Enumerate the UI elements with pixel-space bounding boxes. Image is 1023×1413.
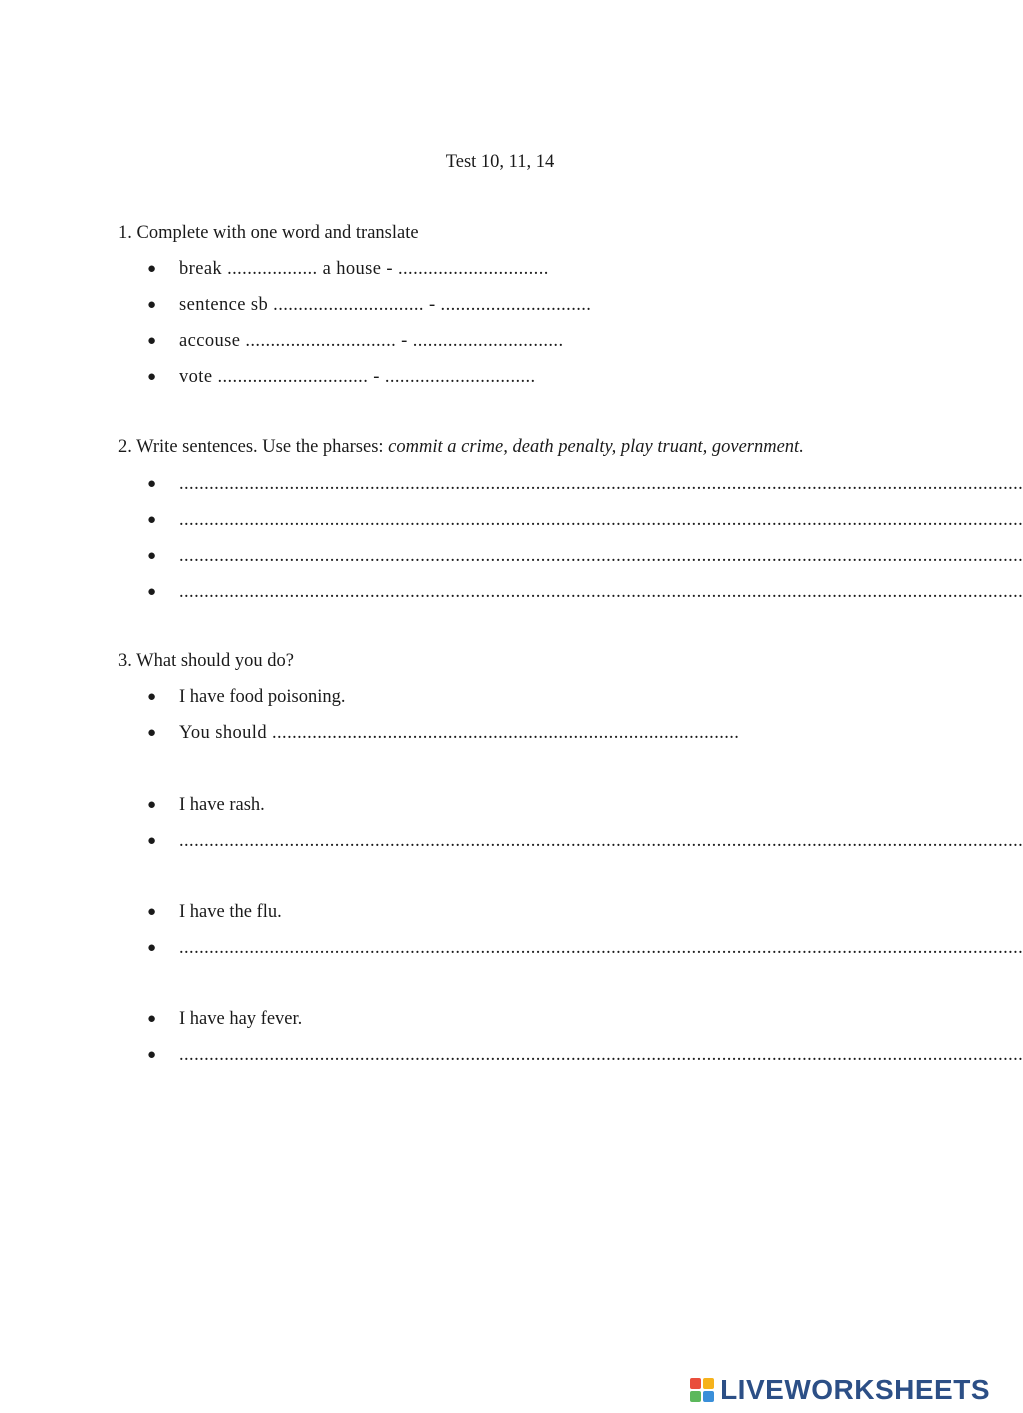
q3-problem (147, 902, 282, 923)
q2-answer-line (147, 510, 1023, 531)
q1-item (147, 331, 563, 352)
q2-answer-blank[interactable]: ........................................................................................................................................................................ (179, 510, 1023, 530)
q3-answer-blank[interactable]: You should ............................................................................................. (179, 723, 740, 743)
q1-item-text[interactable]: break .................. a house - .............................. (179, 259, 549, 279)
logo-square-icon (703, 1378, 714, 1389)
q1-item (147, 259, 549, 280)
q2-heading (118, 437, 804, 458)
bullet-icon: ● (147, 797, 157, 813)
q2-answer-line (147, 474, 1023, 495)
bullet-icon: ● (147, 369, 157, 385)
q3-problem (147, 1009, 302, 1030)
q2-answer-line (147, 582, 1023, 603)
logo-text: LIVEWORKSHEETS (720, 1374, 990, 1405)
q2-answer-line (147, 546, 1023, 567)
logo-square-icon (690, 1378, 701, 1389)
q2-answer-blank[interactable]: ........................................................................................................................................................................ (179, 474, 1023, 494)
bullet-icon: ● (147, 904, 157, 920)
q3-answer (147, 1045, 1023, 1066)
q3-problem-text: I have hay fever. (179, 1009, 303, 1029)
q2-heading-text: 2. Write sentences. Use the pharses: (118, 437, 389, 457)
page-title: Test 10, 11, 14 (445, 152, 555, 172)
q2-answer-blank[interactable]: ........................................................................................................................................................................ (179, 582, 1023, 602)
bullet-icon: ● (147, 689, 157, 705)
q3-answer-blank[interactable]: ........................................................................................................................................................................ (179, 938, 1023, 958)
q1-heading: 1. Complete with one word and translate (118, 223, 419, 243)
q1-item-text[interactable]: vote .............................. - .............................. (179, 367, 536, 387)
bullet-icon: ● (147, 512, 157, 528)
liveworksheets-logo-icon (690, 1378, 714, 1402)
bullet-icon: ● (147, 261, 157, 277)
q1-item-text[interactable]: accouse .............................. - .............................. (179, 331, 564, 351)
q2-phrases: commit a crime, death penalty, play truant, government. (388, 437, 804, 457)
q3-heading: 3. What should you do? (118, 651, 294, 671)
q3-problem-text: I have the flu. (179, 902, 282, 922)
q3-answer-blank[interactable]: ........................................................................................................................................................................ (179, 831, 1023, 851)
q3-answer (147, 831, 1023, 852)
q1-item-text[interactable]: sentence sb .............................. - .............................. (179, 295, 592, 315)
q3-answer (147, 938, 1023, 959)
q1-item (147, 295, 591, 316)
bullet-icon: ● (147, 584, 157, 600)
bullet-icon: ● (147, 940, 157, 956)
logo-square-icon (703, 1391, 714, 1402)
q2-answer-blank[interactable]: ........................................................................................................................................................................ (179, 546, 1023, 566)
q3-problem-text: I have food poisoning. (179, 687, 346, 707)
bullet-icon: ● (147, 833, 157, 849)
q3-problem-text: I have rash. (179, 795, 265, 815)
q3-problem (147, 687, 345, 708)
bullet-icon: ● (147, 1047, 157, 1063)
bullet-icon: ● (147, 725, 157, 741)
q3-answer-blank[interactable]: ........................................................................................................................................................................ (179, 1045, 1023, 1065)
q1-item (147, 367, 536, 388)
q3-answer (147, 723, 739, 744)
q3-problem (147, 795, 265, 816)
bullet-icon: ● (147, 548, 157, 564)
bullet-icon: ● (147, 297, 157, 313)
bullet-icon: ● (147, 476, 157, 492)
bullet-icon: ● (147, 333, 157, 349)
liveworksheets-logo[interactable] (690, 1375, 990, 1405)
logo-square-icon (690, 1391, 701, 1402)
bullet-icon: ● (147, 1011, 157, 1027)
